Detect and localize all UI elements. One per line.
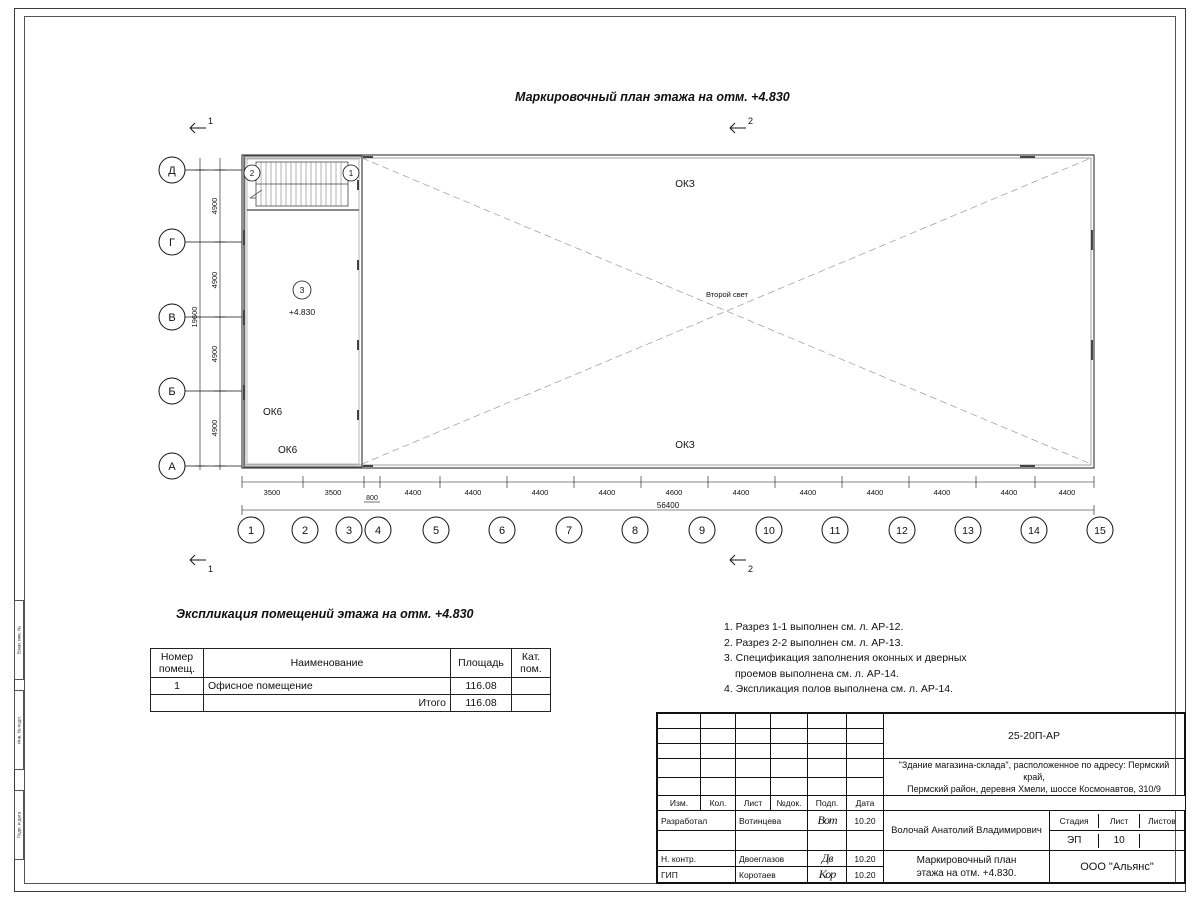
svg-text:56400: 56400: [656, 501, 680, 510]
explication-title: Экспликация помещений этажа на отм. +4.830: [176, 607, 474, 621]
cell-area: 116.08: [451, 678, 512, 695]
svg-text:3: 3: [345, 525, 353, 537]
role-label: ГИП: [658, 867, 736, 883]
svg-text:4400: 4400: [799, 488, 817, 497]
total-label: Итого: [204, 695, 451, 712]
document-title: Маркировочный план этажа на отм. +4.830.: [884, 851, 1050, 883]
svg-text:4600: 4600: [665, 488, 683, 497]
explication-table: [150, 648, 551, 712]
svg-text:4900: 4900: [210, 271, 219, 289]
role-label: Разработал: [658, 811, 736, 831]
svg-text:10: 10: [763, 525, 775, 537]
svg-text:4900: 4900: [210, 345, 219, 363]
person-name: Коротаев: [736, 867, 808, 883]
svg-text:В: В: [168, 312, 176, 324]
wall-openings: [244, 157, 1092, 466]
svg-text:3: 3: [299, 285, 305, 295]
svg-text:12: 12: [896, 525, 908, 537]
vertical-dimension-chain: [190, 158, 226, 470]
col-list: Лист: [736, 796, 771, 811]
svg-text:2: 2: [249, 169, 255, 178]
total-area: 116.08: [451, 695, 512, 712]
stamp-column-headers: [658, 796, 1185, 811]
building-outline: [242, 155, 1094, 468]
section-mark-top-left: [190, 116, 213, 133]
table-row: [151, 678, 551, 695]
svg-text:4400: 4400: [598, 488, 616, 497]
organization-name: ООО "Альянс": [1049, 851, 1184, 883]
svg-text:4400: 4400: [464, 488, 482, 497]
svg-text:5: 5: [432, 525, 440, 537]
svg-text:3500: 3500: [324, 488, 342, 497]
svg-text:4900: 4900: [210, 419, 219, 437]
table-header-row: [151, 649, 551, 678]
sheet-header: Лист: [1099, 814, 1140, 828]
office-room-tag-3: [293, 281, 311, 299]
stair-room-tag-1: [343, 165, 359, 181]
horizontal-dimension-chain: [242, 476, 1094, 515]
svg-text:19600: 19600: [190, 306, 199, 328]
table-total-row: [151, 695, 551, 712]
svg-text:11: 11: [829, 525, 841, 537]
left-margin-strip-3: Подп. и дата: [14, 790, 24, 860]
col-izm: Изм.: [658, 796, 701, 811]
svg-text:6: 6: [498, 525, 506, 537]
notes-block: [724, 620, 1054, 698]
stair-room-tag-2: [244, 165, 260, 181]
window-label-top: ОКЗ: [675, 179, 695, 190]
person-name: Вотинцева: [736, 811, 808, 831]
staircase: [250, 162, 348, 206]
col-kol: Кол.: [701, 796, 736, 811]
note-item: 4. Экспликация полов выполнена см. л. АР-14.: [724, 683, 953, 695]
svg-text:А: А: [168, 461, 176, 473]
header-category: Кат. пом.: [512, 649, 551, 678]
svg-text:1: 1: [348, 169, 354, 178]
svg-text:2: 2: [748, 564, 754, 574]
svg-text:Второй свет: Второй свет: [706, 290, 748, 299]
stamp-row-control: [658, 851, 1185, 867]
stage-header-cell: [1049, 811, 1184, 831]
svg-text:4400: 4400: [531, 488, 549, 497]
sheets-header: Листов: [1148, 815, 1176, 826]
svg-text:Б: Б: [168, 386, 176, 398]
stage-header: Стадия: [1050, 814, 1099, 828]
sign-date: 10.20: [847, 811, 884, 831]
cell-name: Офисное помещение: [204, 678, 451, 695]
svg-text:1: 1: [208, 564, 214, 574]
doc-code: 25-20П-АР: [884, 714, 1185, 759]
stamp-grid-row: [658, 759, 1185, 778]
floor-plan-drawing: [130, 110, 1150, 580]
svg-text:4: 4: [374, 525, 382, 537]
level-mark-label: +4.830: [288, 307, 316, 317]
stamp-grid-row: [658, 714, 1185, 729]
header-name: Наименование: [204, 649, 451, 678]
svg-text:4400: 4400: [933, 488, 951, 497]
stamp-row-developer: [658, 811, 1185, 831]
sheet-value: 10: [1099, 834, 1140, 848]
svg-text:2: 2: [748, 116, 754, 126]
cell-empty: [512, 695, 551, 712]
svg-text:14: 14: [1028, 525, 1040, 537]
window-label-bottom: ОКЗ: [675, 440, 695, 451]
title-block: [656, 712, 1186, 884]
chief-name: Волочай Анатолий Владимирович: [884, 811, 1050, 851]
signature: Вот: [808, 811, 847, 831]
svg-text:Д: Д: [168, 165, 176, 177]
svg-text:3500: 3500: [263, 488, 281, 497]
svg-text:7: 7: [565, 525, 573, 537]
svg-text:800: 800: [366, 495, 378, 502]
cell-empty: [151, 695, 204, 712]
svg-text:4900: 4900: [210, 197, 219, 215]
plan-title: Маркировочный план этажа на отм. +4.830: [515, 90, 790, 104]
signature: Дв: [808, 851, 847, 867]
sign-date: 10.20: [847, 851, 884, 867]
col-ndok: №док.: [771, 796, 808, 811]
window-label-left-1: ОК6: [263, 407, 283, 418]
left-margin-strip-2: Инв. № подл.: [14, 690, 24, 770]
svg-text:4400: 4400: [1058, 488, 1076, 497]
svg-text:1: 1: [247, 525, 255, 537]
col-data: Дата: [847, 796, 884, 811]
signature: Кор: [808, 867, 847, 883]
sign-date: 10.20: [847, 867, 884, 883]
note-item: 3. Спецификация заполнения оконных и дверных: [724, 652, 967, 664]
project-name: "Здание магазина-склада", расположенное по адресу: Пермский край, Пермский район, деревня Хмели, шоссе Космонавтов, 310/9: [884, 759, 1185, 796]
svg-text:4400: 4400: [732, 488, 750, 497]
stage-values-cell: [1049, 831, 1184, 851]
note-item: 2. Разрез 2-2 выполнен см. л. АР-13.: [724, 636, 904, 649]
horizontal-axis-labels: [238, 517, 1113, 543]
svg-text:2: 2: [301, 525, 309, 537]
note-item-continuation: проемов выполнена см. л. АР-14.: [735, 667, 899, 680]
window-label-left-2: ОК6: [278, 445, 298, 456]
header-area: Площадь: [451, 649, 512, 678]
svg-text:4400: 4400: [866, 488, 884, 497]
cell-category: [512, 678, 551, 695]
section-mark-top-right: [730, 116, 753, 133]
second-light-void: [362, 158, 1091, 464]
svg-text:15: 15: [1094, 525, 1106, 537]
person-name: Двоеглазов: [736, 851, 808, 867]
header-number: Номер помещ.: [151, 649, 204, 678]
svg-text:9: 9: [698, 525, 706, 537]
svg-text:13: 13: [962, 525, 974, 537]
left-margin-strip-1: Взам. инв. №: [14, 600, 24, 680]
vertical-axis-labels: [159, 157, 242, 479]
role-label: Н. контр.: [658, 851, 736, 867]
col-podp: Подп.: [808, 796, 847, 811]
cell-number: 1: [151, 678, 204, 695]
note-item: 1. Разрез 1-1 выполнен см. л. АР-12.: [724, 621, 904, 633]
stage-value: ЭП: [1050, 834, 1099, 848]
section-mark-bottom-left: [190, 555, 213, 574]
section-mark-bottom-right: [730, 555, 753, 574]
svg-text:4400: 4400: [1000, 488, 1018, 497]
svg-text:Г: Г: [169, 237, 175, 249]
svg-text:8: 8: [631, 525, 639, 537]
sheets-value: [1139, 834, 1184, 848]
svg-text:1: 1: [208, 116, 214, 126]
svg-text:4400: 4400: [404, 488, 422, 497]
